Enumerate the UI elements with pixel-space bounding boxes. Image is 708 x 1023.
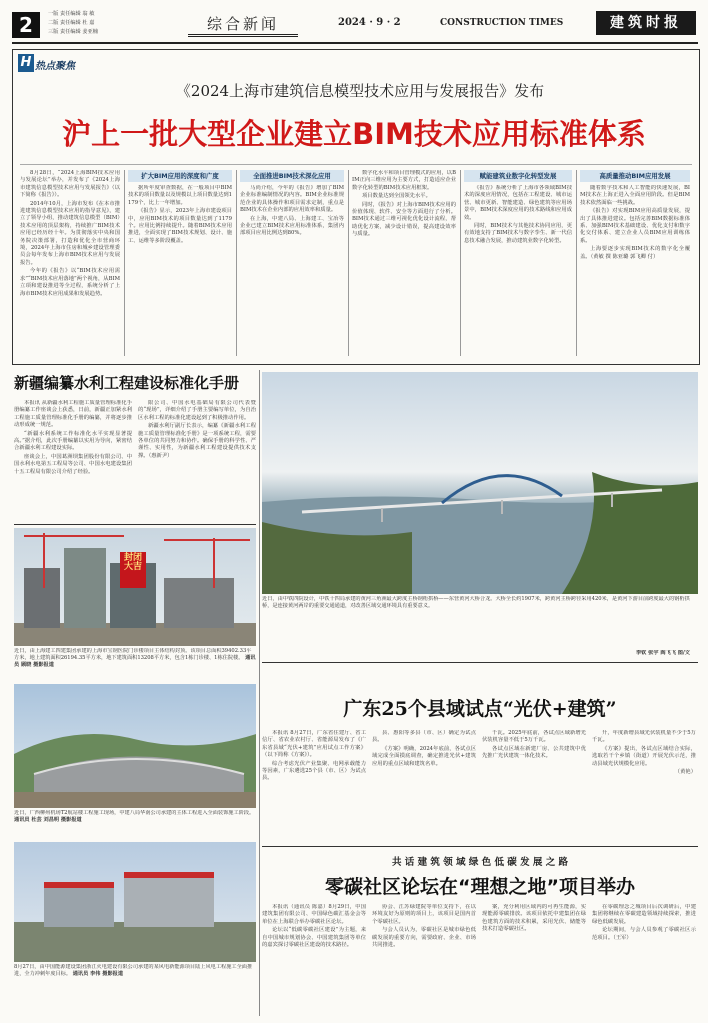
article-paragraph: 案，充分利用区域内的可再生能源，实现能源零碳排放。该项目依托中建集团在绿色建筑方面的技术积累，采用光伏、储能等技术打造零碳社区。 [482,904,586,933]
lead-paragraph: 2014年10月，上海市发布《在本市推进建筑信息模型技术应用的指导意见》，建立了领导小组，推动建筑信息模型（BIM）技术应用的顶层架构，持续推广BIM技术应用已经历经十年。为贯彻落实中央和国务院决策部署，打造和优化全市营商环境，2024年上海市住房和城乡建设管理委员会每年发布上海市BIM技术应用与发展报告。 [20,200,120,266]
hotspot-tag [18,54,88,72]
lead-paragraph: 《报告》系统分析了上海市各领域BIM技术的深度应用情况，包括在工程建设、城市运营、城市更新、智能建造、绿色建筑等应用场景中，BIM技术深度应用的技术路线和应用成效。 [464,185,572,221]
xinjiang-column-1 [14,400,132,520]
article-paragraph: 本报讯 8月27日，广东省住建厅、省工信厅、省农业农村厅、省能源局发布了《广东省县域“光伏+建筑”应用试点工作方案》（以下简称《方案》）。 [262,730,366,759]
paper-name-en: CONSTRUCTION TIMES [440,18,564,28]
section-rule [262,662,698,663]
xinjiang-headline: 新疆编纂水利工程建设标准化手册 [14,374,240,392]
photo-caption [14,964,256,992]
subhead: 扩大BIM应用的深度和广度 [128,170,232,182]
lead-subtitle: 《2024上海市建筑信息模型技术应用与发展报告》发布 [175,82,545,100]
guangdong-column-2 [372,730,476,840]
photo-caption [14,648,256,678]
ground-shape [14,792,256,808]
construction-illustration [14,528,256,646]
column-text [580,185,690,355]
lead-paragraph: 马尚介绍，今年的《报告》增加了BIM企业标准编制情况的内容。BIM企业标准规范企业的具体操作和项目需求定制，重点是BIM技术在企业内部的应用效率和质量。 [240,185,344,214]
caption-text: 近日，广西柳州机场T2航站楼工程施工现场，中建八局华南公司承建的主体工程进入全面装饰施工阶段。 [14,810,255,816]
building-shape [124,872,214,927]
building-shape [44,882,114,927]
editor-lines [48,10,168,37]
lead-headline: 沪上一批大型企业建立BIM技术应用标准体系 [62,117,646,151]
photo-bridge [262,372,698,594]
column-divider [460,170,461,356]
column-text [240,185,344,355]
article-paragraph: 本报讯 从新疆水利工程施工质量管理标准化手册编纂工作座谈会上获悉，日前，新疆正加紧水利工程施工质量管理标准化手册的编纂，并将逐步推动形成统一规范。 [14,400,132,429]
guangdong-column-4 [592,730,696,840]
lead-paragraph: 项目数量达到全国领先水平。 [362,193,431,200]
article-paragraph: 《方案》提出，各试点区域结合实际，选取若干个乡镇（街道）开展光伏示范，推动县域光伏规模化应用。 [592,745,696,767]
article-paragraph: 论坛期间，与会人员参观了零碳社区示范项目。（王军） [592,927,696,941]
lead-paragraph: 数字化水平和项目管理模式的应用，以BIM正向三维应用为主要方式，打造适应企业数字化转型的BIM技术应用框架。 [352,170,456,191]
bridge-illustration [262,372,698,594]
energy-illustration [14,842,256,962]
caption-text: 近日，由上海建工四建集团承建的上海市宝钢医院门诊楼项目主体结构封顶。该项目总面积39402.33平方米，地上建筑面积26194.35平方米，地下建筑面积13208平方米，包含1栋门诊楼、1栋住院楼。 [14,648,252,661]
article-paragraph: 各试点区域在新建厂房、公共建筑中优先推广光伏建筑一体化技术。 [482,745,586,760]
guangdong-headline: 广东25个县域试点“光伏+建筑” [343,698,617,720]
column-divider [348,170,349,356]
column-text [464,185,572,355]
lead-paragraph: 今年的《报告》以“BIM技术应用需求”“BIM技术应用落地”两个视角，从BIM立项和建设推进等全过程，系统分析了上海市BIM技术应用成果和发展趋势。 [20,268,120,297]
roof-trim [44,882,114,888]
article-paragraph: 论坛以“低碳零碳社区建设”为主题，来自中国城市规划协会、中国建筑集团等单位的嘉宾探讨零碳社区建设的技术路径。 [262,927,366,949]
photo-credit: 李钦 张宇 阎飞飞 图/文 [635,650,690,656]
forum-column-1 [262,904,366,1016]
xinjiang-column-2 [138,400,256,520]
article-paragraph: 千瓦。2025年底前，各试点区域新增光伏装机容量不低于5万千瓦。 [482,730,586,744]
caption-text: 8月27日，由中国能源建设集团浙江火电建设有限公司承建的某风电新能源项目陆上风电工程施工全面推进，全力冲刺年度目标。 [14,964,253,977]
section-rule [14,524,256,525]
lead-column-4 [352,170,456,358]
lead-column-5 [464,170,572,358]
lead-paragraph: 8月28日，“2024上海BIM技术应用与发展论坛”举办，并发布了《2024上海市建筑信息模型技术应用与发展报告》（以下简称《报告》）。 [20,170,120,199]
editor-line: 二版 责任编辑 杜 嘉 [48,20,95,26]
photo-credit: 通讯员 杜芸 刘昌明 摄影报道 [14,817,82,823]
photo-terminal-construction [14,684,256,808]
lead-paragraph: 同时，《报告》对上海市BIM技术应用的价值体现、软件、安全等方面进行了分析。BIM技术通过三维可视化优化设计流程，帮助优化方案，减少设计错误，提高建设效率与质量。 [352,201,456,238]
lead-paragraph: 随着数字技术和人工智能的快速发展，BIM技术在上海正进入全面应用阶段。但是BIM技术依然面临一些挑战。 [580,185,690,206]
editor-line: 一版 责任编辑 翁 敏 [48,11,95,17]
article-paragraph: 综合考虑光伏产业集聚、电网承载能力等因素，广东遴选25个县（市、区）为试点县。 [262,760,366,782]
building-shape [164,578,234,628]
building-shape [24,568,60,628]
banner-text: 封闭大吉 [123,553,142,572]
lead-paragraph: 据所年度审查数据，在一般项目中BIM技术的项目数量以及规模以上项目数量达到1179个，比上一年增加。 [128,185,232,206]
lead-column-2 [128,170,232,358]
hotspot-prefix: H [18,54,34,72]
article-paragraph: 在零碳理念之城项目后次调研后，中建集团将继续在零碳建造领域持续探索，推进绿色低碳发展。 [592,904,696,925]
photo-credit: 通讯员 顾晓 摄影报道 [14,655,256,668]
subhead: 高质量推动BIM应用发展 [580,170,690,182]
editor-line: 三版 责任编辑 姜亚楠 [48,29,98,35]
caption-text: 近日，由中铁四院设计，中铁十四局承建的黄河三角洲最大跨度主桥钢桁拱桥——东营黄河大桥合龙。大桥全长约1907米，跨黄河主桥跨径采用420米，是黄河下游目前跨度最大的钢桁拱桥，是连接黄河两岸的重要交通通道，对改善区域交通环境具有重要意义。 [262,596,690,609]
article-paragraph: 县、惠阳等多县（市、区）确定为试点县。 [372,730,476,744]
forum-column-4 [592,904,696,1016]
photo-building-topping-out [14,528,256,646]
bridge-caption [262,596,698,652]
forum-kicker: 共 话 建 筑 领 域 绿 色 低 碳 发 展 之 路 [392,857,568,868]
column-divider [576,170,577,356]
article-paragraph: 本报讯（通讯员 陈嘉）8月29日，中国建筑集团有限公司、中国绿色碳汇基金会等单位在上海联合举办零碳社区论坛。 [262,904,366,925]
lead-column-6 [580,170,690,358]
article-paragraph: 协会、江苏绿建院等单位支持下，在以环境友好为原则的项目上，该项目是国内首个零碳社区。 [372,904,476,925]
page-divider [259,370,260,1016]
lead-paragraph: 《报告》显示，2023年上海市建设项目中，应用BIM技术的项目数量达到了1179个。应用比例持续提升。随着BIM技术应用推进，全面实现了BIM技术规划、设计、施工、运维等多阶段覆盖。 [128,208,232,244]
hotspot-label: 热点聚焦 [35,61,75,72]
building-shape [64,548,106,628]
guangdong-column-3 [482,730,586,840]
paper-logo: 建筑时报 [596,11,696,35]
article-paragraph: 与会人员认为，零碳社区是城市绿色低碳发展的重要方向，需要政府、企业、市场共同推进。 [372,927,476,949]
lead-headline-rule [20,164,692,165]
section-rule [262,846,698,847]
article-paragraph: 座谈会上，中国葛洲坝集团股份有限公司、中国水利水电第五工程局等公司、中国水电建设集团十五工程局有限公司介绍了经验。 [14,453,132,475]
article-paragraph: 升，年度新增县域光伏装机量不少于5万千瓦。 [592,730,696,744]
subhead: 全面推进BIM技术深化应用 [240,170,344,182]
lead-column-1 [20,170,120,358]
lead-column-3 [240,170,344,358]
guangdong-column-1 [262,730,366,840]
article-paragraph: 限公司、中国水电基础局有限公司代表暨的“现场”，详细介绍了手册主要编写单位，为自治区水利工程的标准化建设起到了积极推动作用。 [138,400,256,421]
masthead [12,8,698,42]
page-number: 2 [12,12,40,38]
lead-paragraph: 在上海，中建八局、上海建工、宝冶等企业已建立BIM技术应用标准体系，集团内部项目应用比例达到80%。 [240,215,344,237]
subhead: 赋能建筑业数字化转型发展 [464,170,572,182]
article-paragraph: （黄艳） [674,769,696,776]
lead-paragraph: 上海要逐步实现BIM技术的数字化全覆盖。（黄敏 撰 陈亚璐 郭飞卿 付） [580,246,690,260]
column-text [128,185,232,355]
ground-shape [14,922,256,962]
article-paragraph: 《方案》明确，2024年底前，各试点区域完成全面摸底调查，确定推进光伏+建筑应用的重点区域和建筑名单。 [372,745,476,767]
roof-trim [124,872,214,878]
column-divider [236,170,237,356]
lead-paragraph: 同时，BIM技术与其他技术协同应用，更有效地支持了BIM技术与数字孪生、新一代信息技术融合发展，推动建筑业数字化转型。 [464,223,572,244]
column-divider [124,170,125,356]
forum-column-2 [372,904,476,1016]
photo-energy-project [14,842,256,962]
lead-paragraph: 《报告》对实现BIM应用高质量发展，提出了具体推进建议。包括完善BIM数据标准体系、加强BIM技术基础建设、优化支付和数字化交付体系、建立企业人员BIM应用训练体系。 [580,208,690,244]
photo-caption [14,810,256,836]
forum-column-3 [482,904,586,1016]
section-title: 综合新闻 [188,14,298,37]
article-paragraph: 新疆水利厅副厅长表示，编纂《新疆水利工程施工质量管理标准化手册》是一项系统工程，需要各单位的共同努力和协作。确保手册的科学性、严谨性、实用性，为新疆水利工程建设提供技术支撑。（惠新尹） [138,423,256,459]
terminal-illustration [14,684,256,808]
header-rule [12,42,698,44]
photo-credit: 通讯员 李伟 摄影报道 [72,971,124,977]
forum-headline: 零碳社区论坛在“理想之地”项目举办 [325,876,635,898]
article-paragraph: “新疆水利系统工作标准化水平实现显著提高。”据介绍，此次手册编纂以实用为导向，紧密结合新疆水利工程建设实际。 [14,430,132,452]
issue-date: 2024 · 9 · 2 [338,17,401,28]
